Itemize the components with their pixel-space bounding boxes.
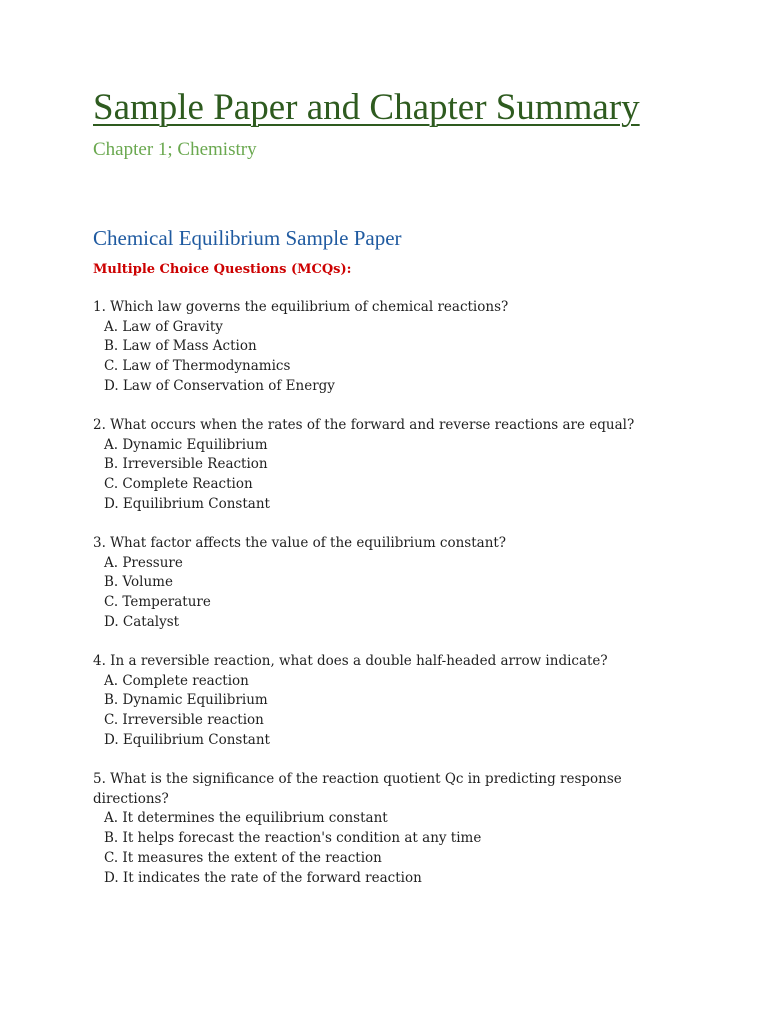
option-list	[93, 809, 693, 888]
option-a: A. Law of Gravity	[104, 318, 223, 335]
question-list	[93, 298, 693, 908]
option-a: A. It determines the equilibrium constant	[104, 810, 388, 827]
option-list	[93, 554, 693, 633]
option-b: B. Dynamic Equilibrium	[104, 692, 268, 709]
option-c: C. Complete Reaction	[104, 476, 253, 493]
question-2	[93, 416, 693, 515]
section-heading: Chemical Equilibrium Sample Paper	[93, 226, 402, 250]
option-a: A. Dynamic Equilibrium	[104, 436, 268, 453]
option-c: C. Temperature	[104, 594, 211, 611]
option-d: D. Law of Conservation of Energy	[104, 377, 335, 394]
option-b: B. Volume	[104, 574, 173, 591]
option-list	[93, 672, 693, 751]
option-b: B. It helps forecast the reaction's condition at any time	[104, 830, 482, 847]
option-c: C. It measures the extent of the reaction	[104, 849, 382, 866]
option-c: C. Law of Thermodynamics	[104, 358, 291, 375]
option-a: A. Pressure	[104, 554, 183, 571]
question-4	[93, 652, 693, 751]
option-b: B. Law of Mass Action	[104, 338, 257, 355]
option-list	[93, 318, 693, 397]
mcq-heading: Multiple Choice Questions (MCQs):	[93, 262, 352, 277]
question-3	[93, 534, 693, 633]
question-text: 5. What is the significance of the reaction quotient Qc in predicting response directions?	[93, 771, 622, 807]
option-d: D. It indicates the rate of the forward reaction	[104, 869, 422, 886]
document-subtitle: Chapter 1; Chemistry	[93, 139, 257, 160]
option-d: D. Equilibrium Constant	[104, 495, 270, 512]
option-list	[93, 436, 693, 515]
option-d: D. Catalyst	[104, 613, 180, 630]
question-text: 2. What occurs when the rates of the forward and reverse reactions are equal?	[93, 417, 635, 434]
question-1	[93, 298, 693, 397]
question-text: 3. What factor affects the value of the equilibrium constant?	[93, 535, 507, 552]
option-d: D. Equilibrium Constant	[104, 731, 270, 748]
question-5	[93, 770, 693, 888]
option-b: B. Irreversible Reaction	[104, 456, 268, 473]
option-a: A. Complete reaction	[104, 672, 249, 689]
option-c: C. Irreversible reaction	[104, 712, 264, 729]
document-title: Sample Paper and Chapter Summary	[93, 87, 640, 128]
question-text: 4. In a reversible reaction, what does a double half-headed arrow indicate?	[93, 653, 608, 670]
question-text: 1. Which law governs the equilibrium of chemical reactions?	[93, 299, 509, 315]
